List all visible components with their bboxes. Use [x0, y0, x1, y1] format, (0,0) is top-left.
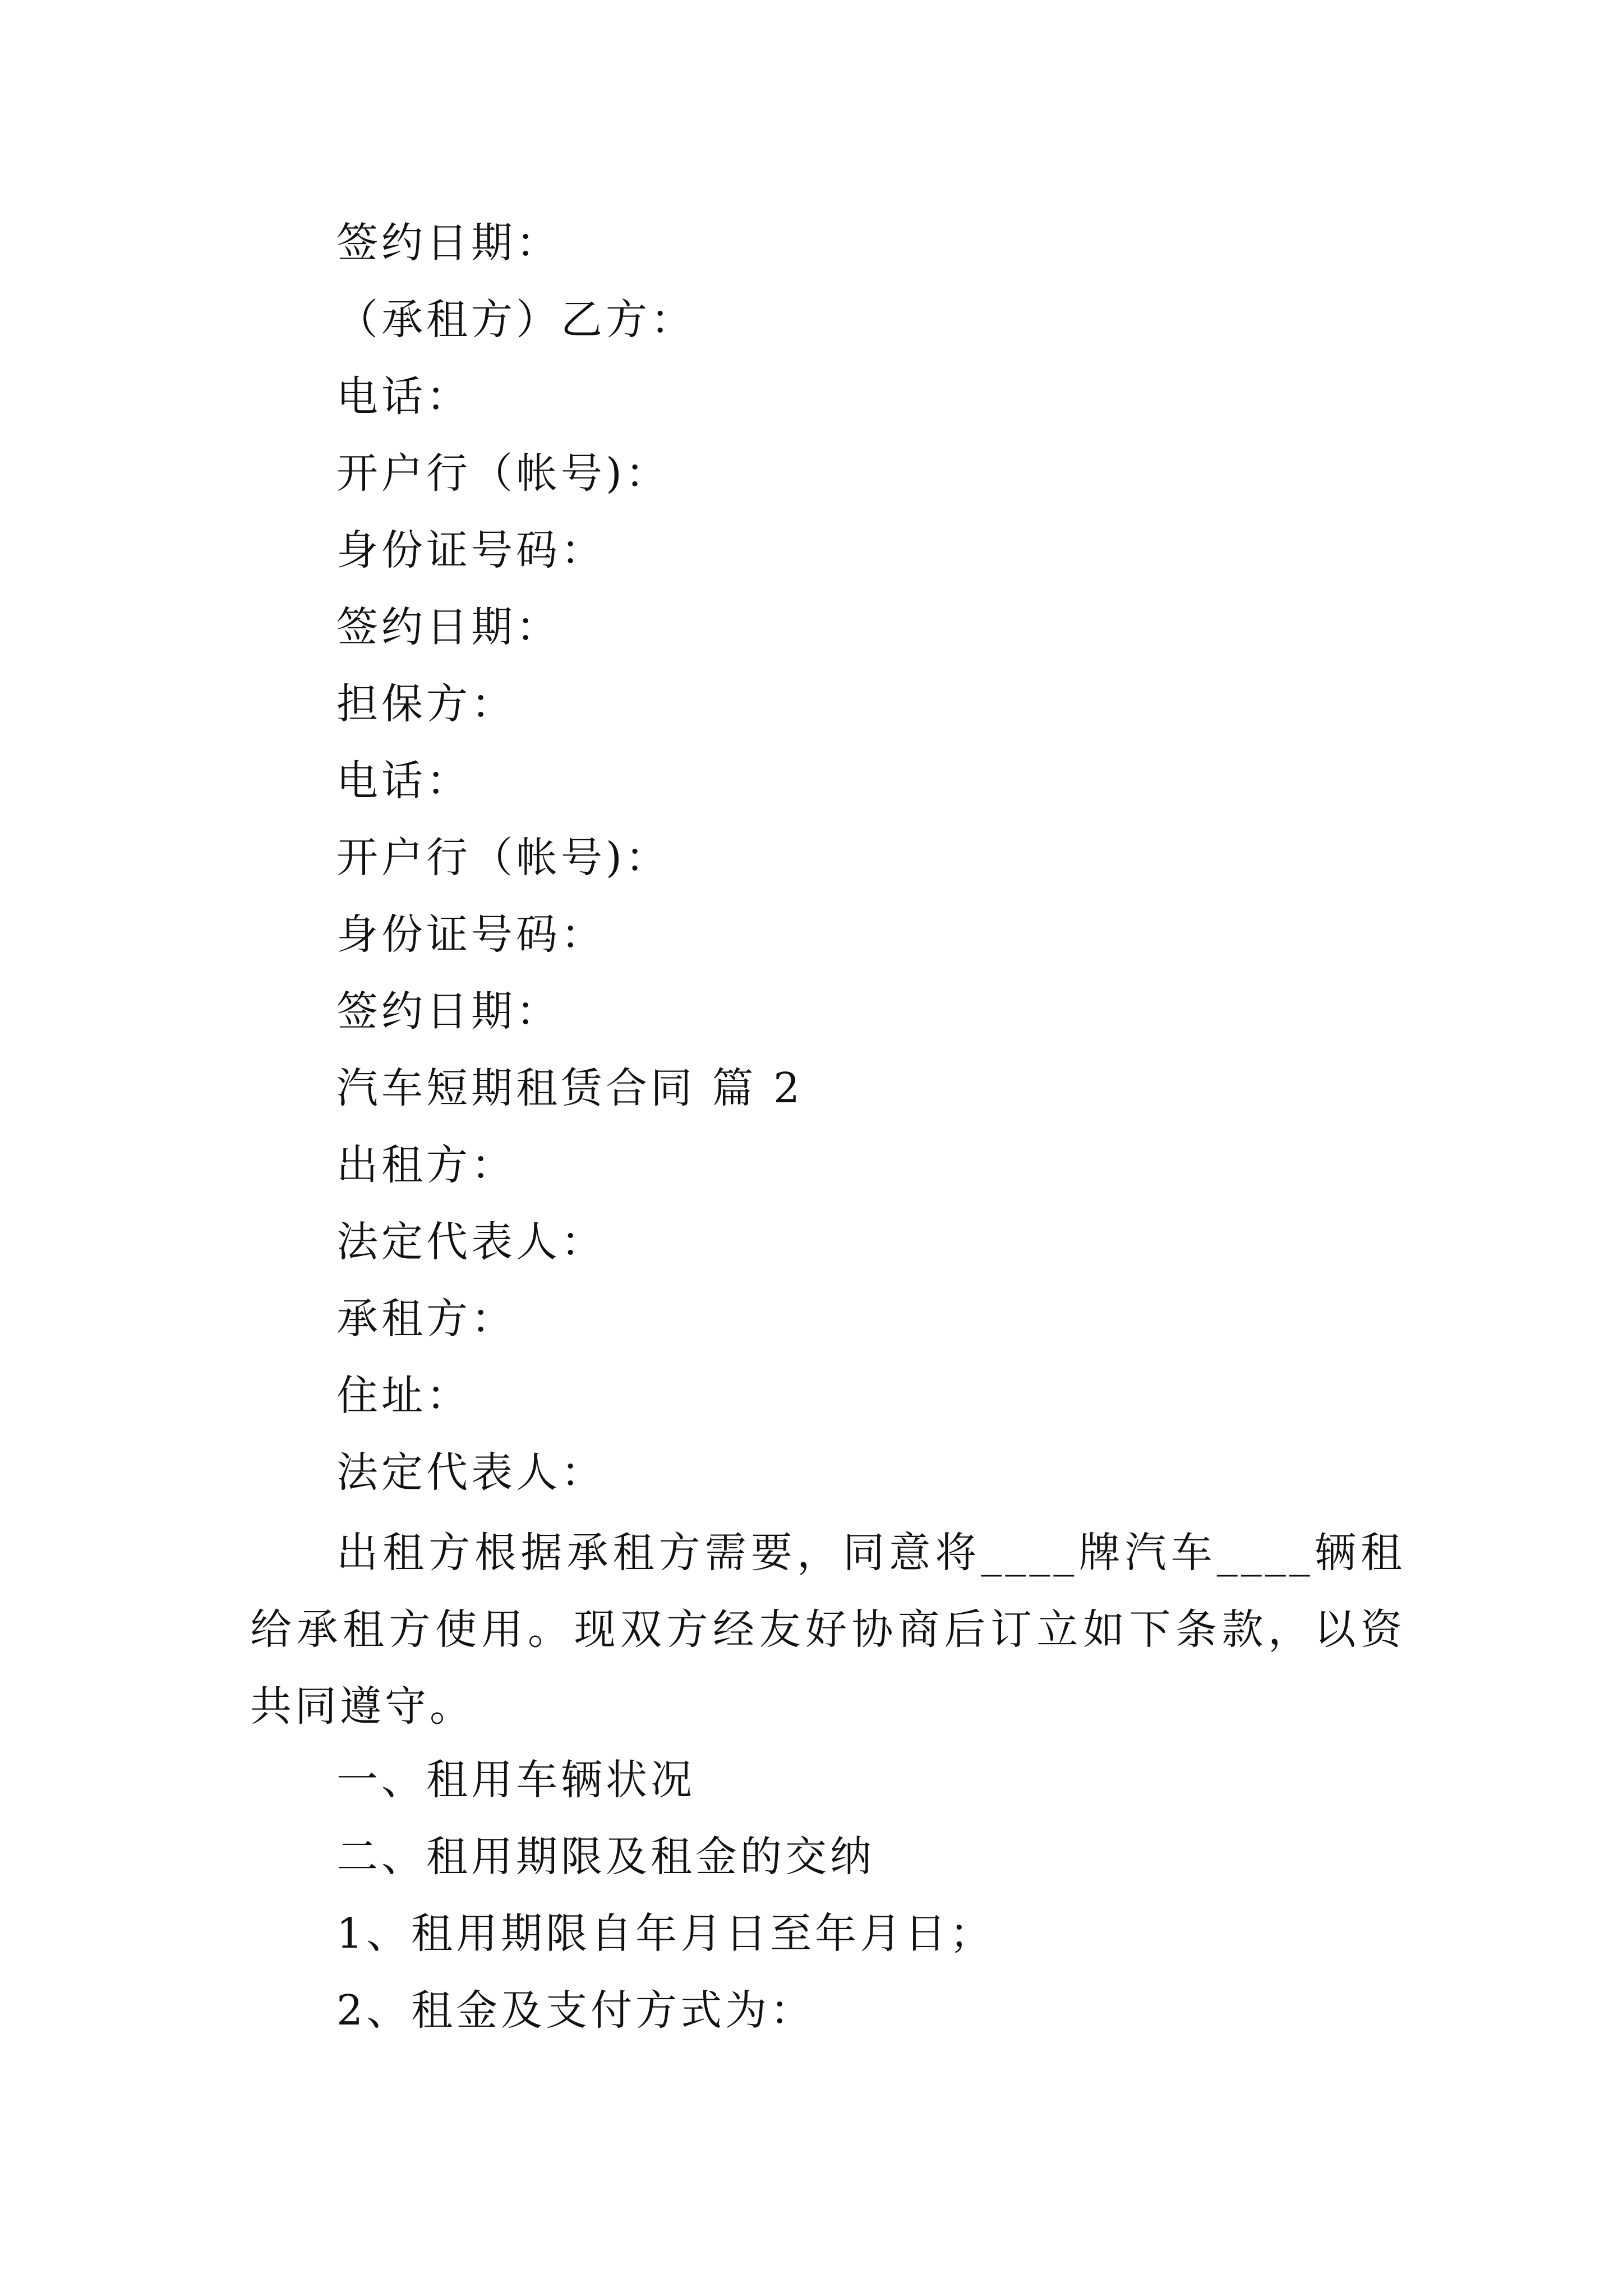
contract-title: 汽车短期租赁合同 篇 2 — [336, 1064, 804, 1112]
sign-date-label-2: 签约日期： — [336, 603, 561, 651]
phone-label-2: 电话： — [336, 757, 471, 805]
clause-rental-period: 1、租用期限自年月日至年月日； — [336, 1910, 995, 1958]
id-number-label-1: 身份证号码： — [336, 526, 606, 574]
intro-paragraph: 出租方根据承租方需要，同意将____牌汽车____辆租给承租方使用。现双方经友好协商后订立如下条款，以资共同遵守。 — [250, 1529, 1405, 1731]
legal-rep-label-1: 法定代表人： — [336, 1218, 606, 1266]
section-vehicle-condition: 一、租用车辆状况 — [336, 1756, 695, 1804]
phone-label-1: 电话： — [336, 372, 471, 421]
sign-date-label-3: 签约日期： — [336, 987, 561, 1036]
clause-rent-payment: 2、租金及支付方式为： — [336, 1986, 815, 2035]
guarantor-label: 担保方： — [336, 680, 516, 728]
bank-account-label-2: 开户行（帐号)： — [336, 834, 670, 882]
id-number-label-2: 身份证号码： — [336, 910, 606, 959]
lessee-label: 承租方： — [336, 1295, 516, 1343]
lessee-party-b-label: （承租方）乙方： — [336, 296, 695, 344]
address-label: 住址： — [336, 1372, 471, 1420]
sign-date-label-1: 签约日期： — [336, 219, 561, 267]
lessor-label: 出租方： — [336, 1141, 516, 1189]
section-term-and-rent: 二、租用期限及租金的交纳 — [336, 1833, 875, 1881]
bank-account-label-1: 开户行（帐号)： — [336, 449, 670, 498]
legal-rep-label-2: 法定代表人： — [336, 1448, 606, 1497]
